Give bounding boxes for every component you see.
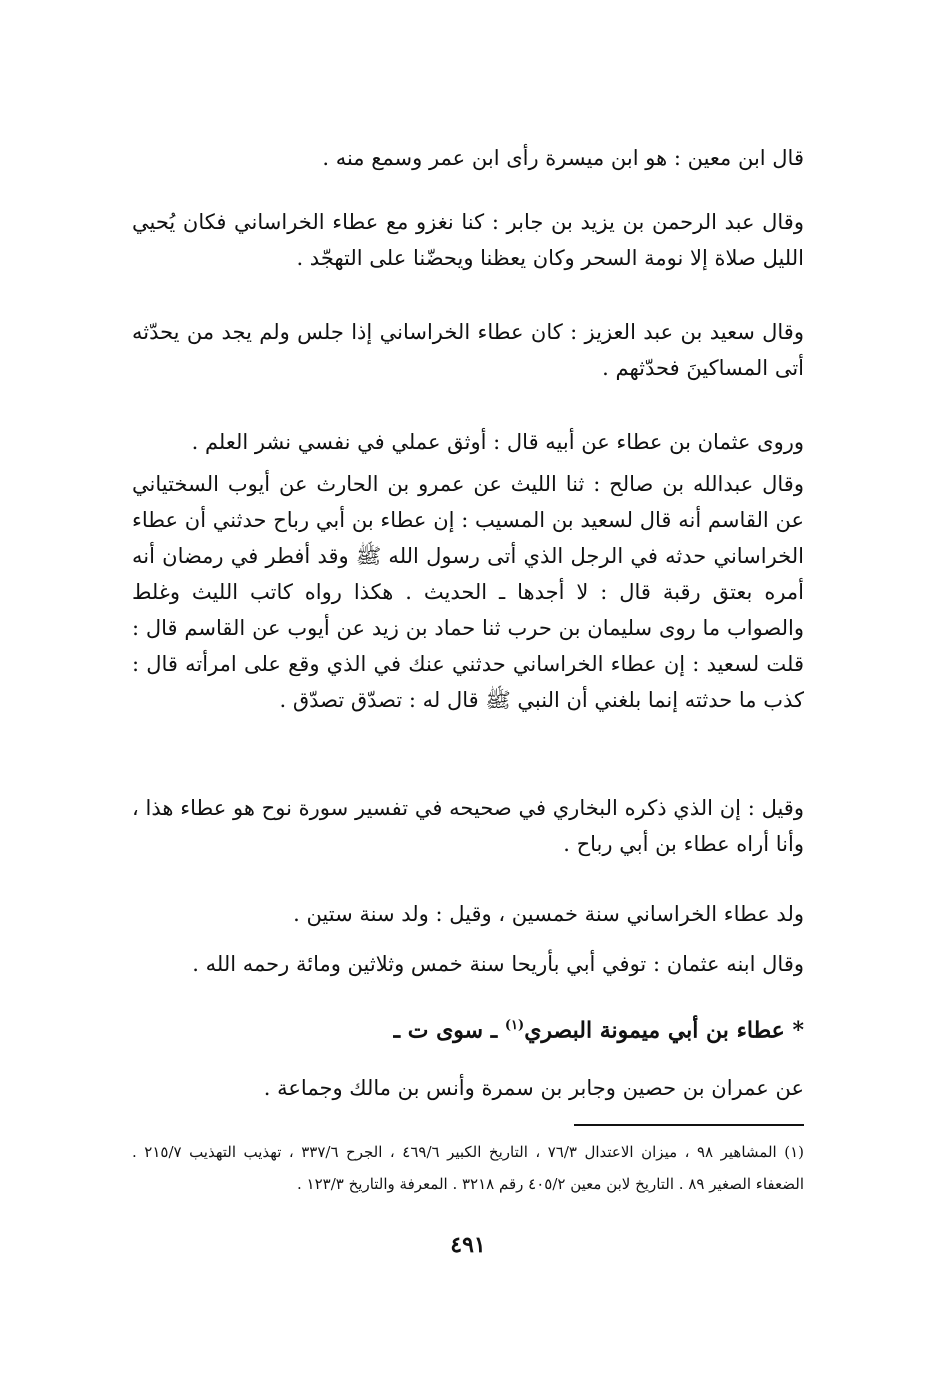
footnote-text: المشاهير ٩٨ ، ميزان الاعتدال ٧٦/٣ ، التاريخ الكبير ٤٦٩/٦ ، الجرح ٣٣٧/٦ ، تهذيب التهذيب ٢١٥/٧ . الضعفاء الصغير ٨٩ . التاريخ لابن معين ٤٠٥/٢ رقم ٣٢١٨ . المعرفة والتاريخ ١٢٣/٣ . (132, 1143, 804, 1193)
footnote-divider (574, 1124, 804, 1126)
paragraph-abdullah: وقال عبدالله بن صالح : ثنا الليث عن عمرو بن الحارث عن أيوب السختياني عن القاسم أنه قال لسعيد بن المسيب : إن عطاء بن أبي رباح حدثني أن عطاء الخراساني حدثه في الرجل الذي أتى رسول الله ﷺ وقد أفطر في رمضان أنه أمره بعتق رقبة قال : لا أجدها ـ الحديث . هكذا رواه كاتب الليث وغلط والصواب ما روى سليمان بن حرب ثنا حماد بن زيد عن أيوب عن القاسم قال : قلت لسعيد : إن عطاء الخراساني حدثني عنك في الذي وقع على امرأته قال : كذب ما حدثته إنما بلغني أن النبي ﷺ قال له : تصدّق تصدّق . (132, 472, 804, 712)
page-number: ٤٩١ (450, 1232, 486, 1258)
paragraph-bukhari: وقيل : إن الذي ذكره البخاري في صحيحه في تفسير سورة نوح هو عطاء هذا ، وأنا أراه عطاء بن أبي رباح . (132, 796, 804, 856)
heading-marker: * (792, 1017, 804, 1044)
footnote-number: (١) (784, 1143, 804, 1161)
paragraph-abdulrahman: وقال عبد الرحمن بن يزيد بن جابر : كنا نغزو مع عطاء الخراساني فكان يُحيي الليل صلاة إلا نومة السحر وكان يعظنا ويحضّنا على التهجّد . (132, 210, 804, 270)
heading-footnote-ref: (١) (504, 1018, 525, 1033)
paragraph-ibn-main: قال ابن معين : هو ابن ميسرة رأى ابن عمر وسمع منه . (322, 146, 804, 170)
paragraph-uthman: وروى عثمان بن عطاء عن أبيه قال : أوثق عملي في نفسي نشر العلم . (191, 430, 804, 454)
paragraph-narrators: عن عمران بن حصين وجابر بن سمرة وأنس بن مالك وجماعة . (263, 1076, 804, 1100)
paragraph-birth: ولد عطاء الخراساني سنة خمسين ، وقيل : ولد سنة ستين . (293, 902, 804, 926)
footnote (132, 1136, 804, 1200)
paragraph-death: وقال ابنه عثمان : توفي أبي بأريحا سنة خمس وثلاثين ومائة رحمه الله . (192, 952, 804, 976)
heading-suffix: ـ سوى ت ـ (393, 1017, 498, 1044)
paragraph-saeed: وقال سعيد بن عبد العزيز : كان عطاء الخراساني إذا جلس ولم يجد من يحدّثه أتى المساكينَ فحدّثهم . (132, 320, 804, 380)
entry-heading (132, 1008, 804, 1048)
heading-name: عطاء بن أبي ميمونة البصري (524, 1017, 785, 1044)
